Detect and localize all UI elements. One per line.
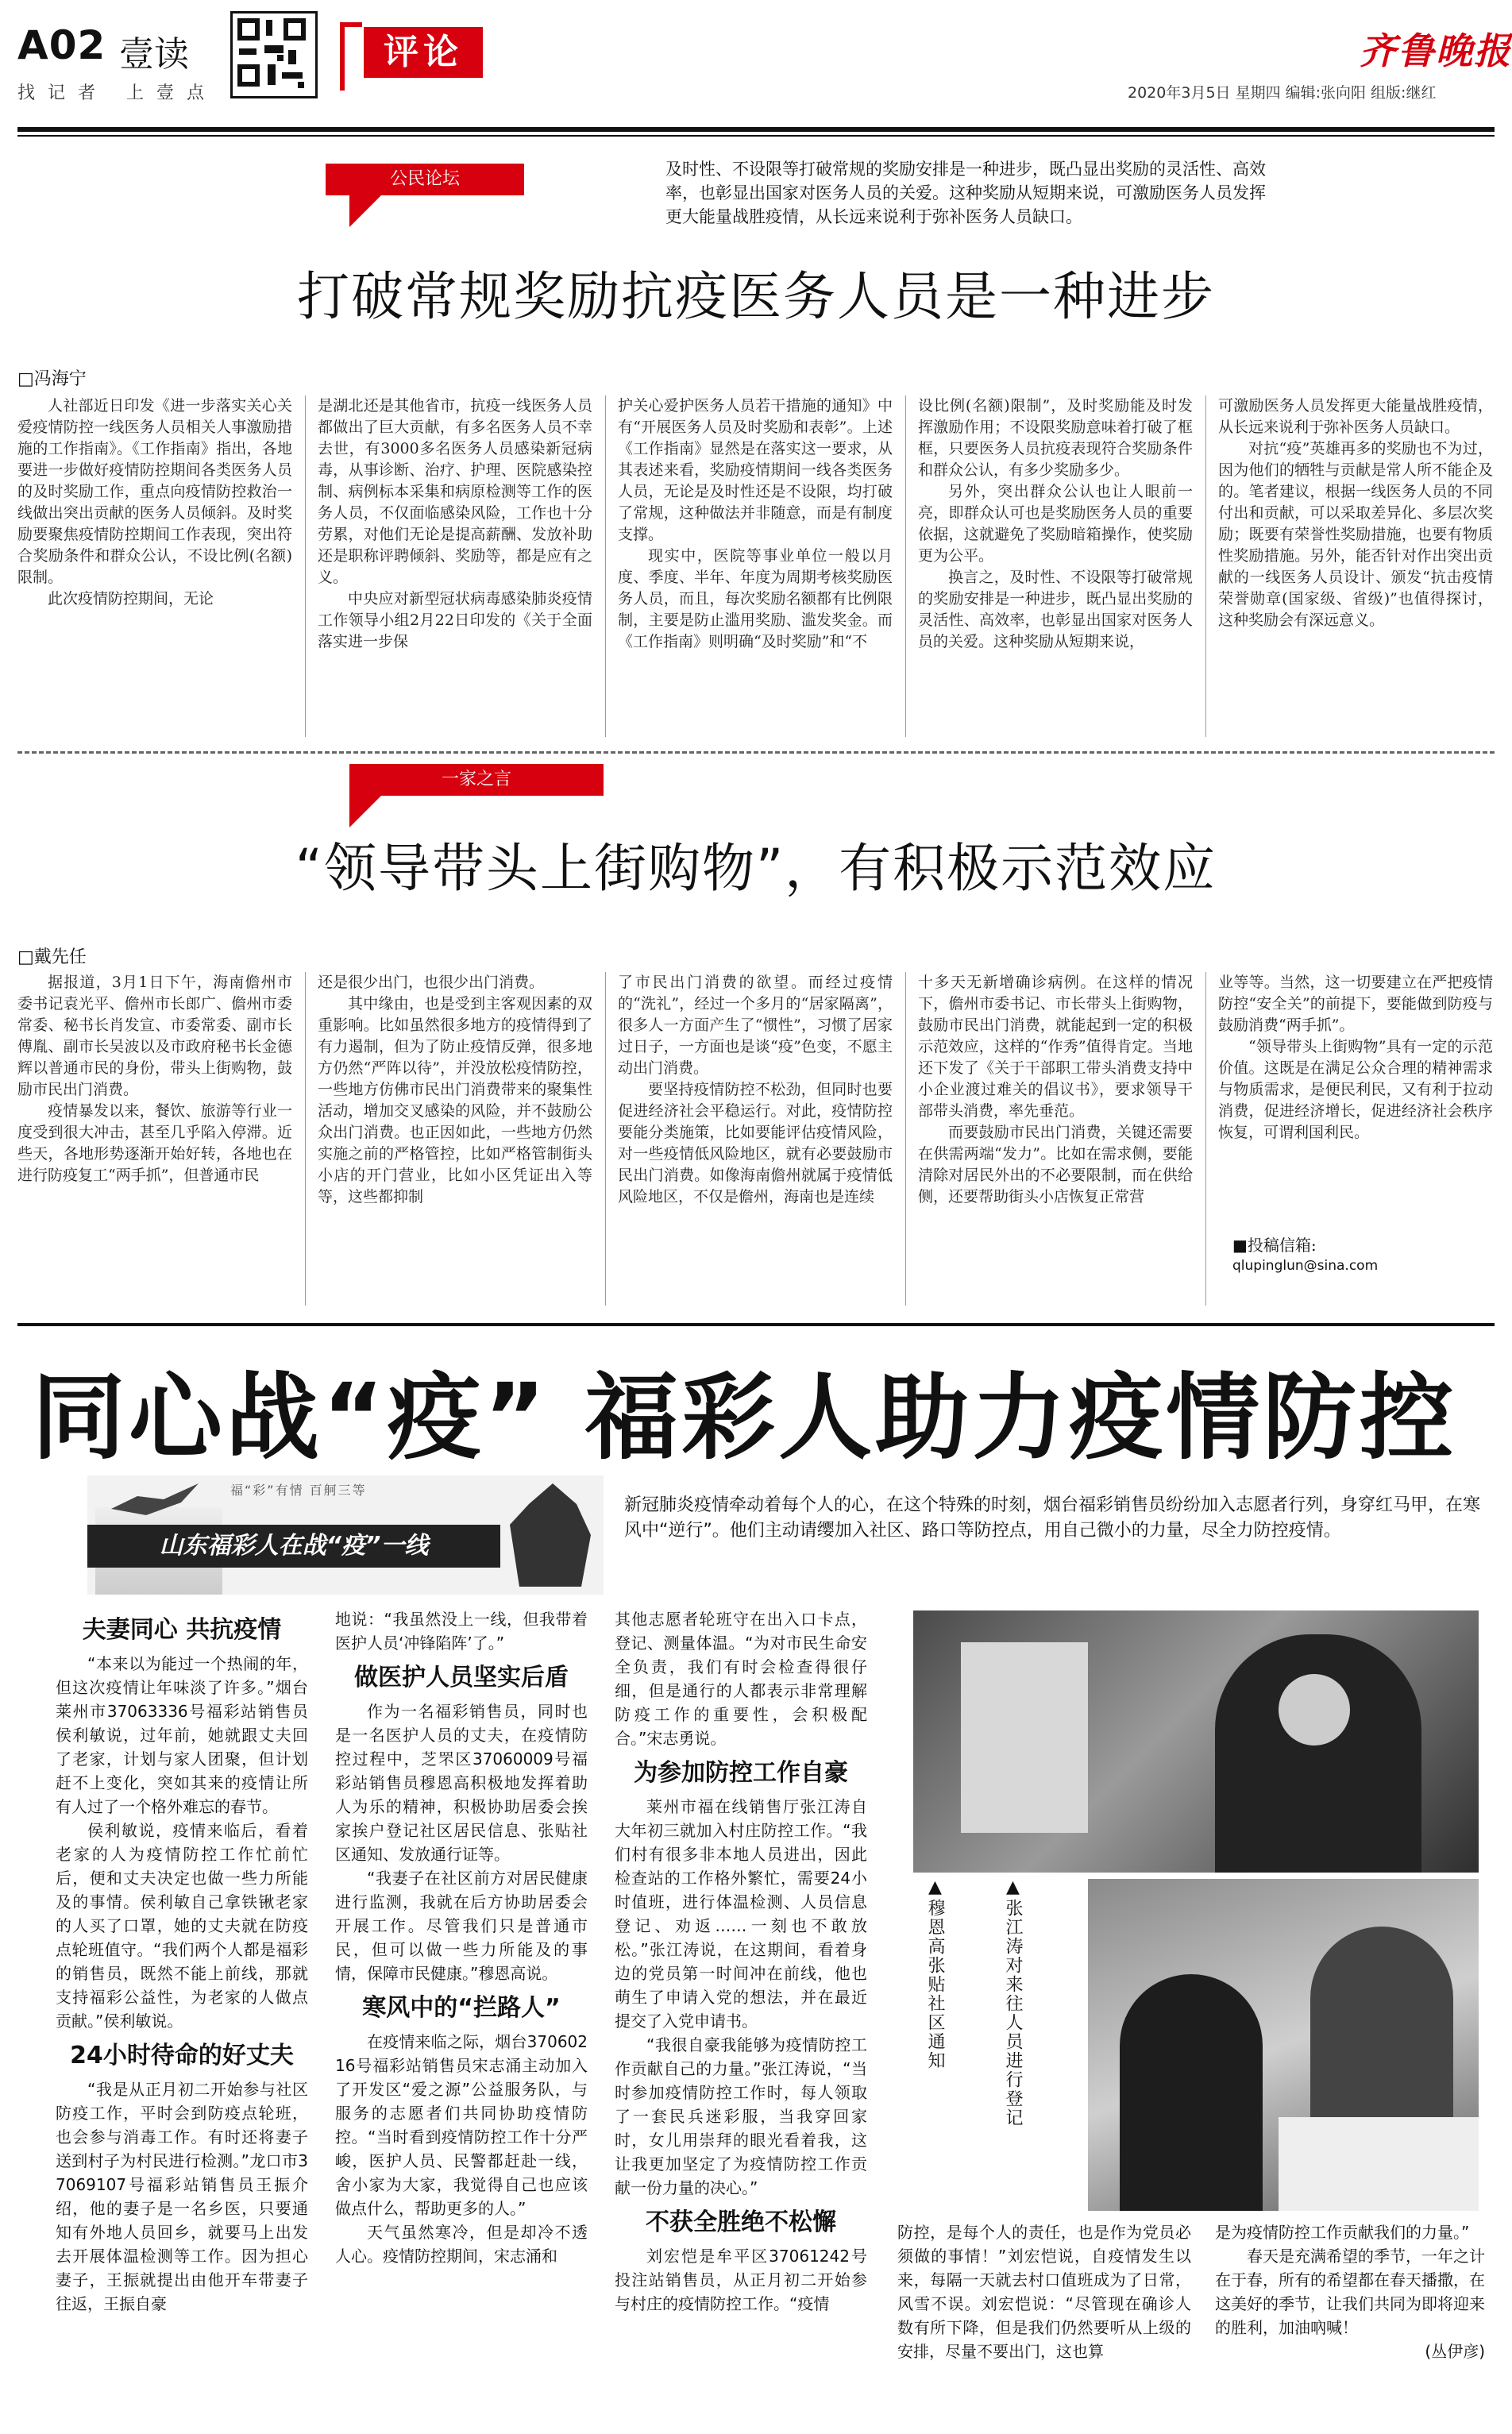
article-column xyxy=(318,395,592,737)
column-separator xyxy=(305,972,306,1306)
paragraph: 现实中，医院等事业单位一般以月度、季度、半年、年度为周期考核奖励医务人员，而且，每次奖励名额都有比例限制，主要是防止滥用奖励、滥发奖金。而《工作指南》则明确“及时奖励”和“不 xyxy=(618,547,893,650)
article-column xyxy=(618,395,893,737)
article-column xyxy=(17,972,292,1306)
para: 在疫情来临之际，烟台37060216号福彩站销售员宋志涌主动加入了开发区“爱之源”公益服务队，与服务的志愿者们共同协助疫情防控。“当时看到疫情防控工作十分严峻，医护人员、民警都赶赴一线，舍小家为大家，我觉得自己也应该做点什么，帮助更多的人。” xyxy=(335,2032,588,2218)
paragraph: 了市民出门消费的欲望。而经过疫情的“洗礼”，经过一个多月的“居家隔离”，很多人一方面产生了“惯性”，习惯了居家过日子，一方面也是谈“疫”色变，不愿主动出门消费。 xyxy=(618,974,893,1077)
section-divider-2 xyxy=(17,1323,1495,1326)
paragraph: 其中缘由，也是受到主客观因素的双重影响。比如虽然很多地方的疫情得到了有力遏制，但为了防止疫情反弹，很多地方仍然“严阵以待”，并没放松疫情防控，一些地方仿佛市民出门消费带来的聚集性活动，增加交叉感染的风险，并不鼓励公众出门消费。也正因如此，一些地方仍然实施之前的严格管控，比如严格管制街头小店的开门营业，比如小区凭证出入等等，这些都抑制 xyxy=(318,995,592,1205)
submission-email[interactable]: qlupinglun@sina.com xyxy=(1232,1258,1379,1274)
qr-code-icon[interactable] xyxy=(230,11,318,98)
article2-byline: □戴先任 xyxy=(17,947,87,967)
section-tab xyxy=(332,22,499,102)
para: 侯利敏说，疫情来临后，看着老家的人为疫情防控工作忙前忙后，便和丈夫决定也做一些力所能及的事情。侯利敏自己拿铁锹老家的人买了口罩，她的丈夫就在防疫点轮班值守。“我们两个人都是福彩的销售员，既然不能上前线，那就支持福彩公益性，为老家的人做点贡献。”侯利敏说。 xyxy=(56,1821,308,2031)
banner-small-text: 福“彩”有情 百舸三等 xyxy=(230,1483,367,1498)
column-separator xyxy=(1205,972,1206,1306)
page-code: A02 xyxy=(17,22,106,68)
photo-register-desk xyxy=(1279,2117,1479,2211)
article3-title: 同心战“疫” 福彩人助力疫情防控 xyxy=(32,1363,1457,1472)
caption-right: ▲张江涛对来往人员进行登记 xyxy=(1003,1877,1023,2127)
article1-title: 打破常规奖励抗疫医务人员是一种进步 xyxy=(297,266,1215,327)
subhead-wind: 寒风中的“拦路人” xyxy=(362,1994,561,2022)
article3-col3 xyxy=(615,1607,867,2316)
subhead-proud: 为参加防控工作自豪 xyxy=(634,1759,848,1787)
paragraph: 设比例(名额)限制”，及时奖励能及时发挥激励作用；不设限奖励意味着打破了框框，只要医务人员抗疫表现符合奖励条件和群众公认，有多少奖励多少。 xyxy=(918,397,1193,479)
subhead-backup: 做医护人员坚实后盾 xyxy=(354,1664,569,1691)
para: 刘宏恺是牟平区37061242号投注站销售员，从正月初二开始参与村庄的疫情防控工作。“疫情 xyxy=(615,2247,867,2313)
paragraph: 护关心爱护医务人员若干措施的通知》中有“开展医务人员及时奖励和表彰”。上述《工作指南》显然是在落实这一要求，从其表述来看，奖励疫情期间一线各类医务人员，无论是及时性还是不设限，均打破了常规，这种做法并非随意，而是有制度支撑。 xyxy=(618,397,893,543)
column-separator xyxy=(605,395,606,737)
article3-col4 xyxy=(897,2220,1191,2363)
paragraph: 此次疫情防控期间，无论 xyxy=(48,590,214,608)
paragraph: 另外，突出群众公认也让人眼前一亮，即群众认可也是奖励医务人员的重要依据，这就避免了奖励暗箱操作，使奖励更为公平。 xyxy=(918,483,1193,565)
article2-title: “领导带头上街购物”，有积极示范效应 xyxy=(295,838,1217,899)
article2-tag xyxy=(349,764,604,827)
photo-notice xyxy=(913,1610,1479,1873)
article-column xyxy=(918,972,1193,1306)
paragraph: 业等等。当然，这一切要建立在严把疫情防控“安全关”的前提下，要能做到防疫与鼓励消费“两手抓”。 xyxy=(1218,974,1493,1034)
column-separator xyxy=(905,972,906,1306)
caption-left: ▲穆恩高张贴社区通知 xyxy=(925,1877,945,2070)
subhead-husband: 24小时待命的好丈夫 xyxy=(70,2042,294,2069)
section-divider xyxy=(17,751,1495,754)
paragraph: 可激励医务人员发挥更大能量战胜疫情，从长远来说利于弥补医务人员缺口。 xyxy=(1218,397,1493,436)
para: 莱州市福在线销售厅张江涛自大年初三就加入村庄防控工作。“我们村有很多非本地人员进出，因此检查站的工作格外繁忙，需要24小时值班，进行体温检测、人员信息登记、劝返……一刻也不敢放松。”张江涛说，在这期间，看着身边的党员第一时间冲在前线，他也萌生了申请入党的想法，并在最近提交了入党申请书。 xyxy=(615,1797,867,2031)
photo-notice-person xyxy=(1215,1634,1421,1873)
para: 春天是充满希望的季节，一年之计在于春，所有的希望都在春天播撒，在这美好的季节，让我们共同为即将迎来的胜利，加油吶喊！ xyxy=(1215,2247,1485,2337)
para: “我是从正月初二开始参与社区防疫工作，平时会到防疫点轮班，也会参与消毒工作。有时还将妻子送到村子为村民进行检测。”龙口市37069107号福彩站销售员王振介绍，他的妻子是一名乡医，只要通知有外地人员回乡，就要马上出发去开展体温检测等工作。因为担心妻子，王振就提出由他开车带妻子往返，王振自豪 xyxy=(56,2080,308,2313)
photo-notice-door xyxy=(961,1642,1088,1833)
photo-notice-face xyxy=(1279,1674,1350,1745)
slogan: 找记者 上壹点 xyxy=(17,83,217,103)
article3-intro: 新冠肺炎疫情牵动着每个人的心，在这个特殊的时刻，烟台福彩销售员纷纷加入志愿者行列，身穿红马甲，在寒风中“逆行”。他们主动请缨加入社区、路口等防控点，用自己微小的力量，尽全力防控疫情。 xyxy=(624,1495,1481,1541)
submission-label: ■投稿信箱: xyxy=(1232,1236,1317,1255)
masthead: 齐鲁晚报 xyxy=(1360,29,1512,72)
page-meta: 2020年3月5日 星期四 编辑:张向阳 组版:继红 xyxy=(1128,84,1437,102)
section-tab-label: 评论 xyxy=(364,27,483,78)
paragraph: 据报道，3月1日下午，海南儋州市委书记袁光平、儋州市长郎广、儋州市委常委、秘书长肖发宣、市委常委、副市长傅胤、副市长吴波以及市政府秘书长金德辉以普通市民的身份，带头上街购物，鼓励市民出门消费。 xyxy=(17,974,292,1098)
article1-tag-label: 公民论坛 xyxy=(326,164,524,195)
article1-tag xyxy=(326,164,524,227)
para: 其他志愿者轮班守在出入口卡点，登记、测量体温。“为对市民生命安全负责，我们有时会检查得很仔细，但是通行的人都表示非常理解防疫工作的重要性，会积极配合。”宋志勇说。 xyxy=(615,1610,867,1748)
paragraph: 要坚持疫情防控不松劲，但同时也要促进经济社会平稳运行。对此，疫情防控要能分类施策，比如要能评估疫情风险，对一些疫情低风险地区，就有必要鼓励市民出门消费。如像海南儋州就属于疫情低风险地区，不仅是儋州，海南也是连续 xyxy=(618,1081,893,1205)
para: 是为疫情防控工作贡献我们的力量。” xyxy=(1215,2223,1470,2242)
article-column xyxy=(918,395,1193,737)
article3-col1 xyxy=(56,1607,308,2316)
article3-banner xyxy=(87,1475,604,1595)
paragraph: 人社部近日印发《进一步落实关心关爱疫情防控一线医务人员相关人事激励措施的工作指南》。《工作指南》指出，各地要进一步做好疫情防控期间各类医务人员的及时奖励工作，重点向疫情防控救治一线做出突出贡献的医务人员倾斜。及时奖励要聚焦疫情防控期间工作表现，突出符合奖励条件和群众公认，不设比例(名额)限制。 xyxy=(17,397,292,586)
header-rule xyxy=(17,127,1495,132)
paragraph: 还是很少出门，也很少出门消费。 xyxy=(318,974,545,991)
paragraph: “领导带头上街购物”具有一定的示范价值。这既是在满足公众合理的精神需求与物质需求，是便民利民，又有利于拉动消费，促进经济增长，促进经济社会秩序恢复，可谓利国利民。 xyxy=(1218,1038,1493,1141)
column-separator xyxy=(905,395,906,737)
photo-register-person xyxy=(1120,1974,1263,2211)
paragraph: 对抗“疫”英雄再多的奖励也不为过，因为他们的牺牲与贡献是常人所不能企及的。笔者建议，根据一线医务人员的不同付出和贡献，可以采取差异化、多层次奖励；既要有荣誉性奖励措施，也要有物质性奖励措施。另外，能否针对作出突出贡献的一线医务人员设计、颁发“抗击疫情荣誉勋章(国家级、省级)”也值得探讨，这种奖励会有深远意义。 xyxy=(1218,440,1493,629)
header-rule-thin xyxy=(17,135,1495,137)
photo-register-volunteer xyxy=(1310,1927,1453,2133)
paragraph: 十多天无新增确诊病例。在这样的情况下，儋州市委书记、市长带头上街购物，鼓励市民出门消费，就能起到一定的积极示范效应，这样的“作秀”值得肯定。当地还下发了《关于干部职工带头消费支持中小企业渡过难关的倡议书》，要求领导干部带头消费，率先垂范。 xyxy=(918,974,1193,1120)
para: 防控，是每个人的责任，也是作为党员必须做的事情！”刘宏恺说，自疫情发生以来，每隔一天就去村口值班成为了日常，风雪不误。刘宏恺说：“尽管现在确诊人数有所下降，但是我们仍然要听从上级的安排，尽量不要出门，这也算 xyxy=(897,2223,1191,2361)
section-name: 壹读 xyxy=(119,34,189,75)
paragraph: 疫情暴发以来，餐饮、旅游等行业一度受到很大冲击，甚至几乎陷入停滞。近些天，各地形势逐渐开始好转，各地也在进行防疫复工“两手抓”，但普通市民 xyxy=(17,1102,292,1184)
banner-text: 山东福彩人在战“疫”一线 xyxy=(87,1525,500,1568)
paragraph: 中央应对新型冠状病毒感染肺炎疫情工作领导小组2月22日印发的《关于全面落实进一步保 xyxy=(318,590,592,650)
para: “我妻子在社区前方对居民健康进行监测，我就在后方协助居委会开展工作。尽管我们只是普通市民，但可以做一些力所能及的事情，保障市民健康。”穆恩高说。 xyxy=(335,1869,588,1983)
para: “我很自豪我能够为疫情防控工作贡献自己的力量。”张江涛说，“当时参加疫情防控工作时，每人领取了一套民兵迷彩服，当我穿回家时，女儿用崇拜的眼光看着我，这让我更加坚定了为疫情防控工作贡献一份力量的决心。” xyxy=(615,2035,867,2197)
article1-lead: 及时性、不设限等打破常规的奖励安排是一种进步，既凸显出奖励的灵活性、高效率，也彰显出国家对医务人员的关爱。这种奖励从短期来说，可激励医务人员发挥更大能量战胜疫情，从长远来说利于弥补医务人员缺口。 xyxy=(665,160,1266,226)
column-separator xyxy=(305,395,306,737)
article2-tag-label: 一家之言 xyxy=(349,764,604,796)
author-sign: (丛伊彦) xyxy=(1425,2342,1485,2361)
subhead-victory: 不获全胜绝不松懈 xyxy=(646,2208,836,2236)
column-separator xyxy=(1205,395,1206,737)
para: 作为一名福彩销售员，同时也是一名医护人员的丈夫，在疫情防控过程中，芝罘区37060009号福彩站销售员穆恩高积极地发挥着助人为乐的精神，积极协助居委会挨家挨户登记社区居民信息、张贴社区通知、发放通行证等。 xyxy=(335,1702,588,1864)
article-column xyxy=(318,972,592,1306)
column-separator xyxy=(605,972,606,1306)
article1-byline: □冯海宁 xyxy=(17,369,87,389)
para: “本来以为能过一个热闹的年，但这次疫情让年味淡了许多。”烟台莱州市37063336号福彩站销售员侯利敏说，过年前，她就跟丈夫回了老家，计划与家人团聚，但计划赶不上变化，突如其来的疫情让所有人过了一个格外难忘的春节。 xyxy=(56,1654,308,1816)
article-column xyxy=(17,395,292,737)
article-column xyxy=(1218,395,1493,737)
para: 天气虽然寒冷，但是却冷不透人心。疫情防控期间，宋志涌和 xyxy=(335,2223,588,2266)
paragraph: 换言之，及时性、不设限等打破常规的奖励安排是一种进步，既凸显出奖励的灵活性、高效率，也彰显出国家对医务人员的关爱。这种奖励从短期来说， xyxy=(918,569,1193,650)
subhead-couple: 夫妻同心 共抗疫情 xyxy=(82,1616,282,1644)
article-column xyxy=(1218,972,1493,1306)
paragraph: 而要鼓励市民出门消费，关键还需要在供需两端“发力”。比如在需求侧，要能清除对居民外出的不必要限制，而在供给侧，还要帮助街头小店恢复正常营 xyxy=(918,1124,1193,1205)
article3-col5 xyxy=(1215,2220,1485,2363)
fist-icon xyxy=(500,1483,596,1587)
article3-col2 xyxy=(335,1607,588,2268)
para: 地说：“我虽然没上一线，但我带着医护人员‘冲锋陷阵’了。” xyxy=(335,1610,588,1653)
article-column xyxy=(618,972,893,1306)
photo-register xyxy=(1088,1879,1479,2211)
paragraph: 是湖北还是其他省市，抗疫一线医务人员都做出了巨大贡献，有多名医务人员不幸去世，有3000多名医务人员感染新冠病毒，从事诊断、治疗、护理、医院感染控制、病例标本采集和病原检测等工作的医务人员，不仅面临感染风险，工作也十分劳累，对他们无论是提高薪酬、发放补助还是职称评聘倾斜、奖励等，都是应有之义。 xyxy=(318,397,592,586)
